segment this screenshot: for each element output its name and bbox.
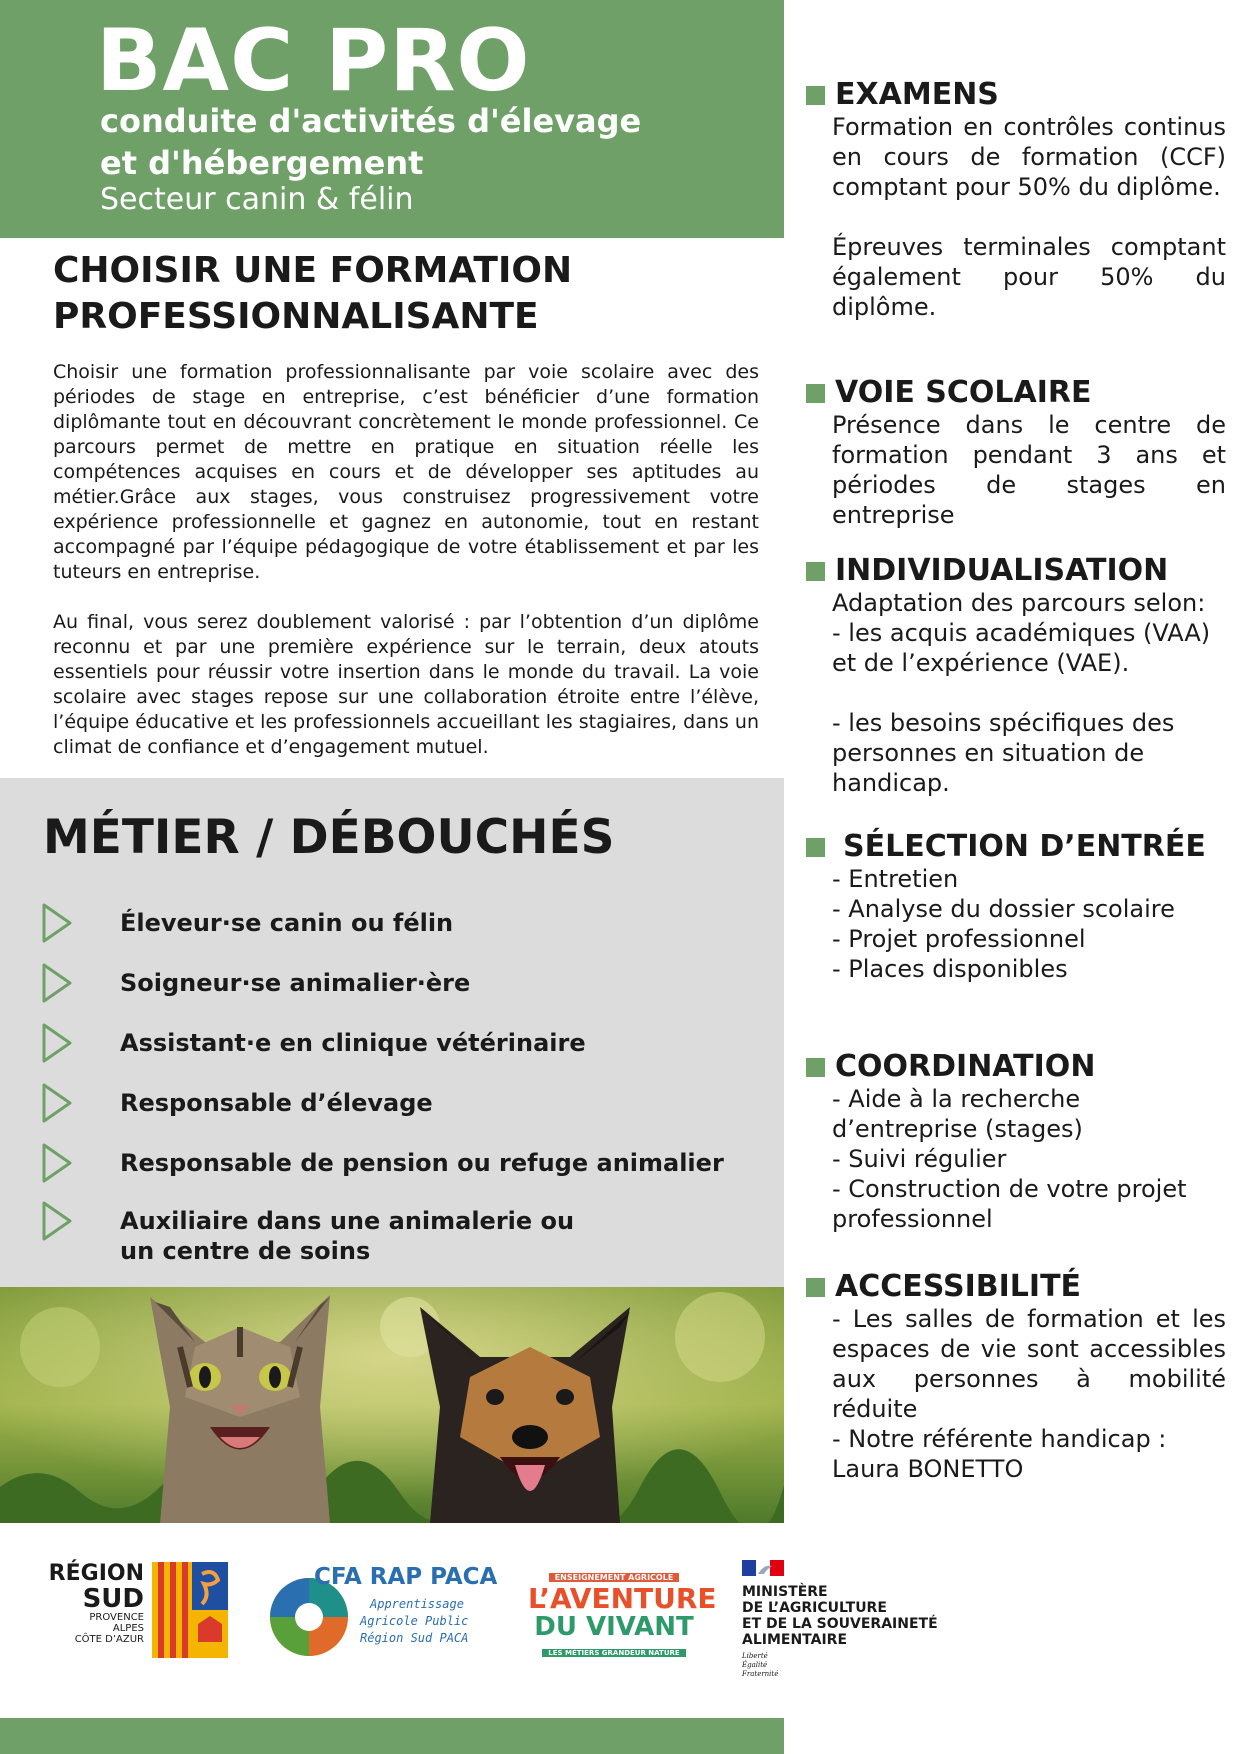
subtitle-line-1: conduite d'activités d'élevage — [100, 102, 642, 140]
job-label-line-2: un centre de soins — [120, 1237, 371, 1265]
examens-section — [806, 78, 1226, 322]
motto-fraternite: Fraternité — [742, 1670, 779, 1678]
individualisation-line: personnes en situation de — [832, 739, 1145, 767]
individualisation-line: - les besoins spécifiques des — [832, 709, 1175, 737]
square-bullet-icon — [806, 1278, 825, 1297]
coordination-heading — [806, 1050, 1226, 1084]
accessibilite-title: ACCESSIBILITÉ — [835, 1269, 1082, 1304]
examens-title: EXAMENS — [835, 77, 999, 112]
partner-logos — [0, 1540, 1241, 1720]
square-bullet-icon — [806, 562, 825, 581]
header-banner — [0, 0, 784, 238]
sector-label: Secteur canin & félin — [100, 182, 414, 217]
examens-text-2: Épreuves terminales comptant également pour 50% du diplôme. — [832, 233, 1226, 321]
motto-liberte: Liberté — [742, 1652, 768, 1660]
referent-name: Laura BONETTO — [832, 1455, 1024, 1483]
coordination-item: - Suivi régulier — [832, 1145, 1007, 1173]
voie-scolaire-heading — [806, 376, 1226, 410]
coordination-item: - Construction de votre projet — [832, 1175, 1187, 1203]
chevron-right-icon — [40, 1082, 74, 1124]
individualisation-line: et de l’expérience (VAE). — [832, 649, 1130, 677]
individualisation-text — [832, 588, 1226, 798]
chevron-right-icon — [40, 902, 74, 944]
subtitle-line-2: et d'hébergement — [100, 144, 424, 182]
ministere-logo — [742, 1560, 962, 1690]
page-title: BAC PRO — [96, 11, 531, 111]
job-item — [40, 900, 760, 956]
chevron-right-icon — [40, 1200, 74, 1242]
individualisation-title: INDIVIDUALISATION — [835, 553, 1169, 588]
intro-heading-line-1: CHOISIR UNE FORMATION — [53, 250, 573, 291]
ministere-line-2: DE L’AGRICULTURE — [742, 1600, 887, 1616]
intro-section — [53, 248, 759, 760]
cfa-rap-paca-logo — [268, 1564, 508, 1664]
accessibilite-heading — [806, 1270, 1226, 1304]
individualisation-section — [806, 554, 1226, 798]
intro-paragraph-1: Choisir une formation professionnalisante par voie scolaire avec des périodes de stage en entreprise, c’est bénéficier d’une formation diplômante tout en découvrant concrètement le monde professionnel. Ce parcours permet de mettre en pratique en situation réelle les compétences acquises en cours et de développer ses aptitudes au métier.Grâce aux stages, vous construisez progressivement votre expérience professionnelle et gagnez en autonomie, tout en restant accompagné par l’équipe pédagogique de votre établissement et par les tuteurs en entreprise. — [53, 361, 759, 583]
intro-heading-line-2: PROFESSIONNALISANTE — [53, 296, 539, 337]
ministere-line-3: ET DE LA SOUVERAINETÉ — [742, 1616, 938, 1632]
aventure-top: ENSEIGNEMENT AGRICOLE — [549, 1573, 680, 1582]
job-label: Assistant·e en clinique vétérinaire — [120, 1029, 586, 1057]
cat-figure — [150, 1295, 330, 1523]
square-bullet-icon — [806, 1058, 825, 1077]
chevron-right-icon — [40, 962, 74, 1004]
metier-heading: MÉTIER / DÉBOUCHÉS — [43, 810, 615, 865]
individualisation-line: handicap. — [832, 769, 950, 797]
examens-text-1: Formation en contrôles continus en cours de formation (CCF) comptant pour 50% du diplôme. — [832, 113, 1226, 201]
region-sud-line-5: CÔTE D’AZUR — [74, 1634, 144, 1645]
job-label-line-1: Auxiliaire dans une animalerie ou — [120, 1207, 575, 1235]
job-item — [40, 1020, 760, 1076]
job-label: Responsable de pension ou refuge animalier — [120, 1149, 724, 1177]
square-bullet-icon — [806, 838, 825, 857]
region-sud-line-1: RÉGION — [48, 1561, 144, 1586]
voie-scolaire-section — [806, 376, 1226, 530]
region-sud-line-2: SUD — [82, 1584, 144, 1614]
job-label: Responsable d’élevage — [120, 1089, 433, 1117]
selection-title: SÉLECTION D’ENTRÉE — [843, 829, 1206, 864]
voie-scolaire-text: Présence dans le centre de formation pendant 3 ans et périodes de stages en entreprise — [832, 411, 1226, 529]
job-item — [40, 1198, 760, 1270]
square-bullet-icon — [806, 86, 825, 105]
chevron-right-icon — [40, 1142, 74, 1184]
job-label: Éleveur·se canin ou félin — [120, 909, 454, 937]
coordination-item: professionnel — [832, 1205, 993, 1233]
region-sud-shield-icon — [152, 1562, 228, 1658]
aventure-bottom: LES MÉTIERS GRANDEUR NATURE — [542, 1649, 685, 1657]
cfa-line-3: Région Sud PACA — [360, 1631, 469, 1645]
footer-bar — [0, 1718, 784, 1754]
aventure-line-2: DU VIVANT — [534, 1612, 694, 1642]
job-label: Soigneur·se animalier·ère — [120, 969, 471, 997]
job-label — [120, 1206, 574, 1266]
region-sud-logo — [40, 1562, 230, 1662]
region-sud-line-4: ALPES — [112, 1623, 144, 1634]
voie-scolaire-title: VOIE SCOLAIRE — [835, 375, 1092, 410]
selection-item: - Analyse du dossier scolaire — [832, 895, 1175, 923]
coordination-list — [832, 1084, 1226, 1234]
accessibilite-text: - Les salles de formation et les espaces de vie sont accessibles aux personnes à mobilité réduite — [832, 1305, 1226, 1423]
individualisation-line: Adaptation des parcours selon: — [832, 589, 1206, 617]
metier-section — [0, 778, 784, 1287]
selection-item: - Projet professionnel — [832, 925, 1086, 953]
cfa-line-1: Apprentissage — [370, 1597, 464, 1611]
cfa-line-2: Agricole Public — [360, 1614, 469, 1628]
individualisation-heading — [806, 554, 1226, 588]
examens-heading — [806, 78, 1226, 112]
selection-heading — [806, 830, 1226, 864]
intro-heading — [53, 248, 759, 340]
ministere-line-4: ALIMENTAIRE — [742, 1632, 848, 1648]
coordination-item: - Aide à la recherche — [832, 1085, 1081, 1113]
selection-section — [806, 830, 1226, 984]
coordination-title: COORDINATION — [835, 1049, 1096, 1084]
intro-paragraph-2: Au final, vous serez doublement valorisé : par l’obtention d’un diplôme reconnu et par une première expérience sur le terrain, deux atouts essentiels pour réussir votre insertion dans le monde du travail. La voie scolaire avec stages repose sur une collaboration étroite entre l’élève, l’équipe éducative et les professionnels accueillant les stagiaires, dans un climat de confiance et d’engagement mutuel. — [53, 611, 759, 758]
cat-dog-illustration — [0, 1287, 784, 1523]
motto-egalite: Égalité — [742, 1661, 768, 1669]
cfa-title: CFA RAP PACA — [314, 1564, 498, 1590]
job-item — [40, 960, 760, 1016]
region-sud-line-3: PROVENCE — [89, 1612, 144, 1623]
individualisation-line: - les acquis académiques (VAA) — [832, 619, 1211, 647]
job-item — [40, 1140, 760, 1196]
selection-item: - Entretien — [832, 865, 959, 893]
coordination-item: d’entreprise (stages) — [832, 1115, 1083, 1143]
cat-dog-photo — [0, 1287, 784, 1523]
aventure-du-vivant-logo — [528, 1565, 717, 1657]
chevron-right-icon — [40, 1022, 74, 1064]
ministere-line-1: MINISTÈRE — [742, 1584, 828, 1600]
aventure-line-1: L’AVENTURE — [528, 1582, 717, 1615]
coordination-section — [806, 1050, 1226, 1234]
square-bullet-icon — [806, 384, 825, 403]
marianne-flag-icon — [742, 1560, 784, 1576]
accessibilite-referent — [832, 1424, 1226, 1484]
accessibilite-section — [806, 1270, 1226, 1484]
referent-label: - Notre référente handicap : — [832, 1425, 1167, 1453]
selection-list — [832, 864, 1226, 984]
job-item — [40, 1080, 760, 1136]
selection-item: - Places disponibles — [832, 955, 1068, 983]
